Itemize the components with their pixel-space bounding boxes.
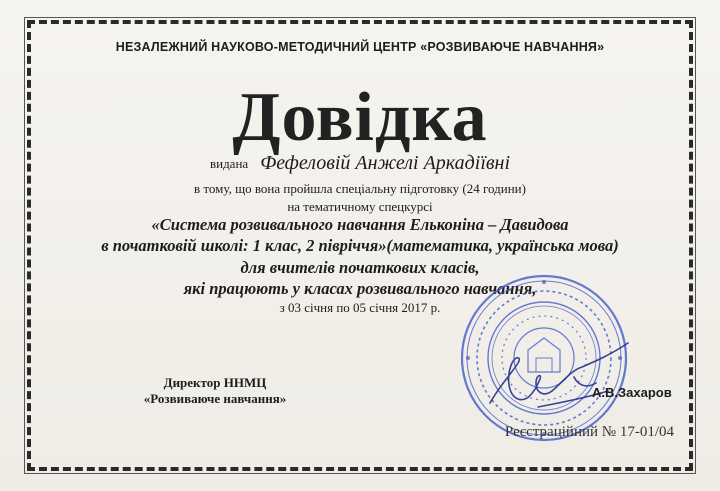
registration-number: Реєстраційний № 17-01/04 xyxy=(504,424,674,440)
course-title-line-1: «Система розвивального навчання Ельконіна – Давидова xyxy=(151,215,569,234)
audience-line-2: які працюють у класах розвивального навчання, xyxy=(183,279,537,298)
course-intro-line: на тематичному спецкурсі xyxy=(287,199,433,214)
recipient-name: Фефеловій Анжелі Аркадіївні xyxy=(260,152,511,174)
director-block xyxy=(130,375,300,407)
director-organization: «Розвиваюче навчання» xyxy=(143,391,287,406)
dates-line: з 03 січня по 05 січня 2017 р. xyxy=(279,300,441,315)
issuer-header: НЕЗАЛЕЖНИЙ НАУКОВО-МЕТОДИЧНИЙ ЦЕНТР «РОЗВИВАЮЧЕ НАВЧАННЯ» xyxy=(115,40,605,54)
signer-name: А.В.Захаров xyxy=(592,385,672,400)
director-title: Директор ННМЦ xyxy=(163,375,267,390)
course-title-line-2: в початковій школі: 1 клас, 2 півріччя»(математика, українська мова) xyxy=(101,236,619,255)
audience-line: для вчителів початкових класів, xyxy=(240,258,480,277)
training-line: в тому, що вона пройшла спеціальну підготовку (24 години) xyxy=(194,181,526,196)
issued-label: видана xyxy=(209,155,249,171)
signature-icon xyxy=(478,333,638,418)
document-title: Довідка xyxy=(232,79,488,156)
issued-line xyxy=(0,152,720,175)
